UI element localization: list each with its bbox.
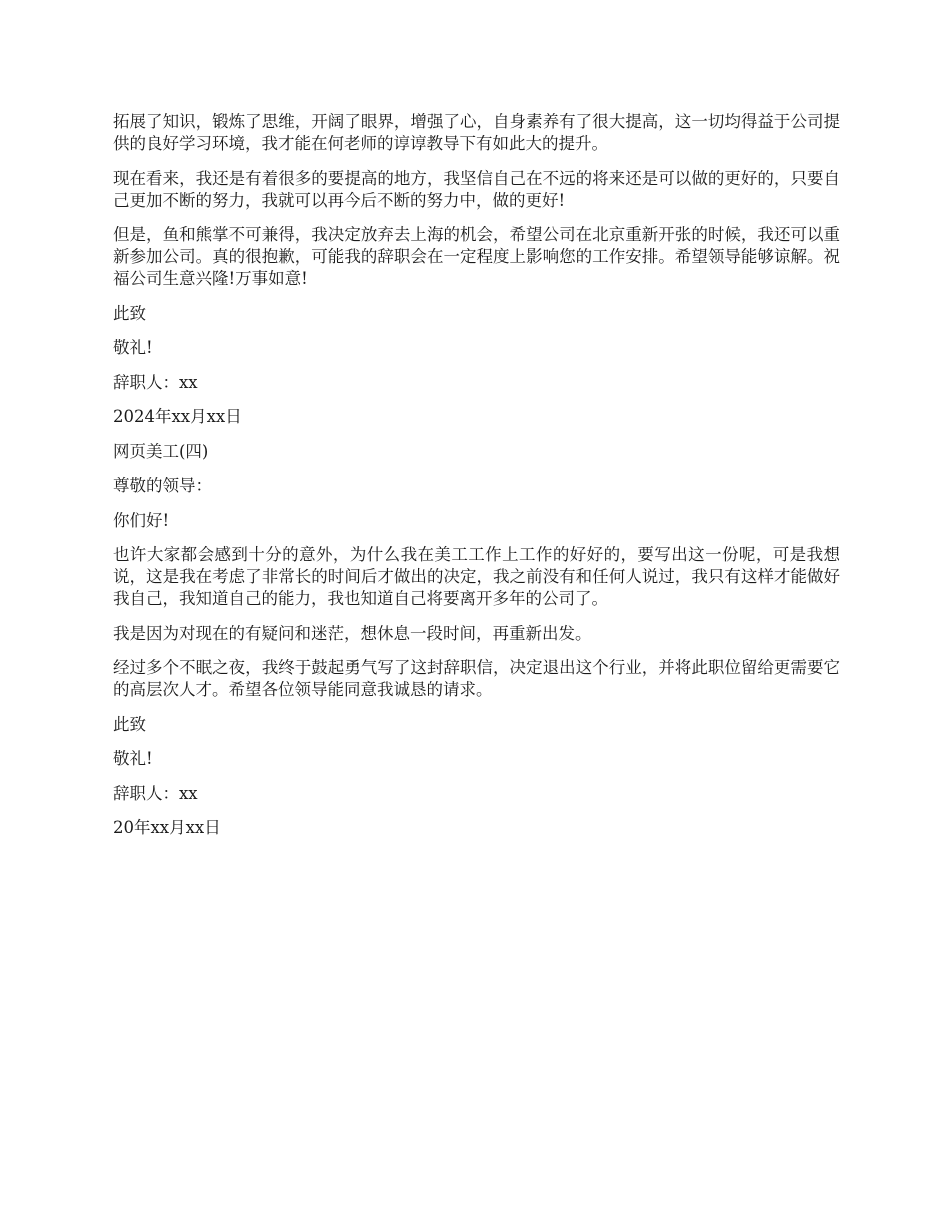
closing-salutation-2: 此致 xyxy=(113,714,146,734)
paragraph-improvement: 现在看来，我还是有着很多的要提高的地方，我坚信自己在不远的将来还是可以做的更好的，只要自己更加不断的努力，我就可以再今后不断的努力中，做的更好! xyxy=(113,168,840,210)
signature-line: 辞职人：xx xyxy=(113,372,198,392)
closing-regards-2: 敬礼! xyxy=(113,749,153,768)
signature-line-2: 辞职人：xx xyxy=(113,783,198,803)
paragraph-surprise: 也许大家都会感到十分的意外，为什么我在美工工作上工作的好好的，要写出这一份呢，可是我想说，这是我在考虑了非常长的时间后才做出的决定，我之前没有和任何人说过，我只有这样才能做好我自己，我知道自己的能力，我也知道自己将要离开多年的公司了。 xyxy=(113,545,840,608)
document-body xyxy=(113,111,840,852)
date-line-2: 20年xx月xx日 xyxy=(113,818,221,837)
date-line: 2024年xx月xx日 xyxy=(113,407,242,426)
paragraph-decision: 但是，鱼和熊掌不可兼得，我决定放弃去上海的机会，希望公司在北京重新开张的时候，我还可以重新参加公司。真的很抱歉，可能我的辞职会在一定程度上影响您的工作安排。希望领导能够谅解。祝福公司生意兴隆!万事如意! xyxy=(113,225,840,288)
closing-salutation: 此致 xyxy=(113,303,146,323)
paragraph-reason: 我是因为对现在的有疑问和迷茫，想休息一段时间，再重新出发。 xyxy=(113,623,592,643)
section-heading: 网页美工(四) xyxy=(113,441,209,461)
paragraph-intro-growth: 拓展了知识，锻炼了思维，开阔了眼界，增强了心，自身素养有了很大提高，这一切均得益于公司提供的良好学习环境，我才能在何老师的谆谆教导下有如此大的提升。 xyxy=(113,112,840,153)
closing-regards: 敬礼! xyxy=(113,338,153,357)
paragraph-resolution: 经过多个不眠之夜，我终于鼓起勇气写了这封辞职信，决定退出这个行业，并将此职位留给更需要它的高层次人才。希望各位领导能同意我诚恳的请求。 xyxy=(113,658,840,699)
greeting-hello: 你们好! xyxy=(113,510,170,530)
greeting-addressee: 尊敬的领导： xyxy=(113,476,212,495)
